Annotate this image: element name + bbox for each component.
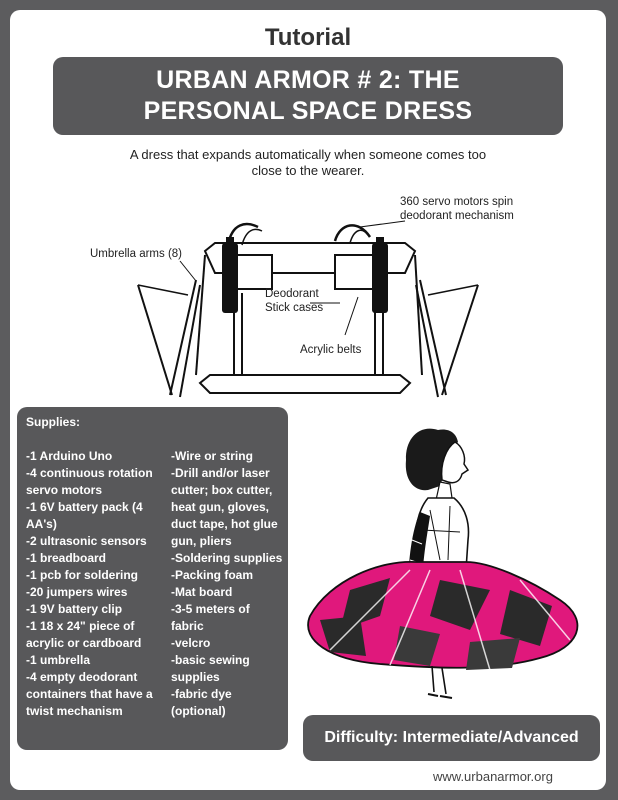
supply-item: -Soldering supplies	[171, 551, 283, 565]
supply-item: -3-5 meters of fabric	[171, 602, 250, 633]
supply-item: -1 pcb for soldering	[26, 568, 139, 582]
supplies-column-2	[171, 448, 285, 720]
dress-illustration	[290, 420, 600, 705]
supplies-heading: Supplies:	[26, 415, 81, 429]
supply-item: -Wire or string	[171, 449, 253, 463]
description: A dress that expands automatically when someone comes too close to the wearer.	[129, 147, 487, 178]
deodorant-label: Deodorant Stick cases	[265, 288, 324, 314]
difficulty-badge: Difficulty: Intermediate/Advanced	[303, 715, 600, 761]
supply-item: -basic sewing supplies	[171, 653, 250, 684]
acrylic-label: Acrylic belts	[300, 344, 362, 356]
supply-item: -Drill and/or laser cutter; box cutter, heat gun, gloves, duct tape, hot glue gun, pliers	[171, 466, 278, 548]
supply-item: -Packing foam	[171, 568, 254, 582]
supply-item: -4 empty deodorant containers that have a twist mechanism	[26, 670, 153, 718]
supplies-panel	[17, 407, 288, 750]
supplies-column-1	[26, 448, 171, 720]
supply-item: -20 jumpers wires	[26, 585, 128, 599]
tutorial-kicker: Tutorial	[264, 24, 352, 51]
supply-item: -1 18 x 24" piece of acrylic or cardboard	[26, 619, 142, 650]
page-title: URBAN ARMOR # 2: THE PERSONAL SPACE DRESS	[143, 66, 473, 125]
supply-item: -fabric dye (optional)	[171, 687, 232, 718]
supply-item: -4 continuous rotation servo motors	[26, 466, 153, 497]
supply-item: -1 9V battery clip	[26, 602, 123, 616]
tutorial-card	[10, 10, 606, 790]
supply-item: -1 umbrella	[26, 653, 91, 667]
website-link[interactable]: www.urbanarmor.org	[433, 769, 553, 784]
umbrella-label: Umbrella arms (8)	[90, 248, 183, 260]
supply-item: -1 breadboard	[26, 551, 107, 565]
supply-item: -1 Arduino Uno	[26, 449, 113, 463]
servo-label: 360 servo motors spin deodorant mechanism	[400, 196, 514, 222]
supply-item: -1 6V battery pack (4 AA's)	[26, 500, 143, 531]
supply-item: -velcro	[171, 636, 211, 650]
supply-item: -Mat board	[171, 585, 233, 599]
title-banner	[53, 57, 563, 135]
supply-item: -2 ultrasonic sensors	[26, 534, 147, 548]
